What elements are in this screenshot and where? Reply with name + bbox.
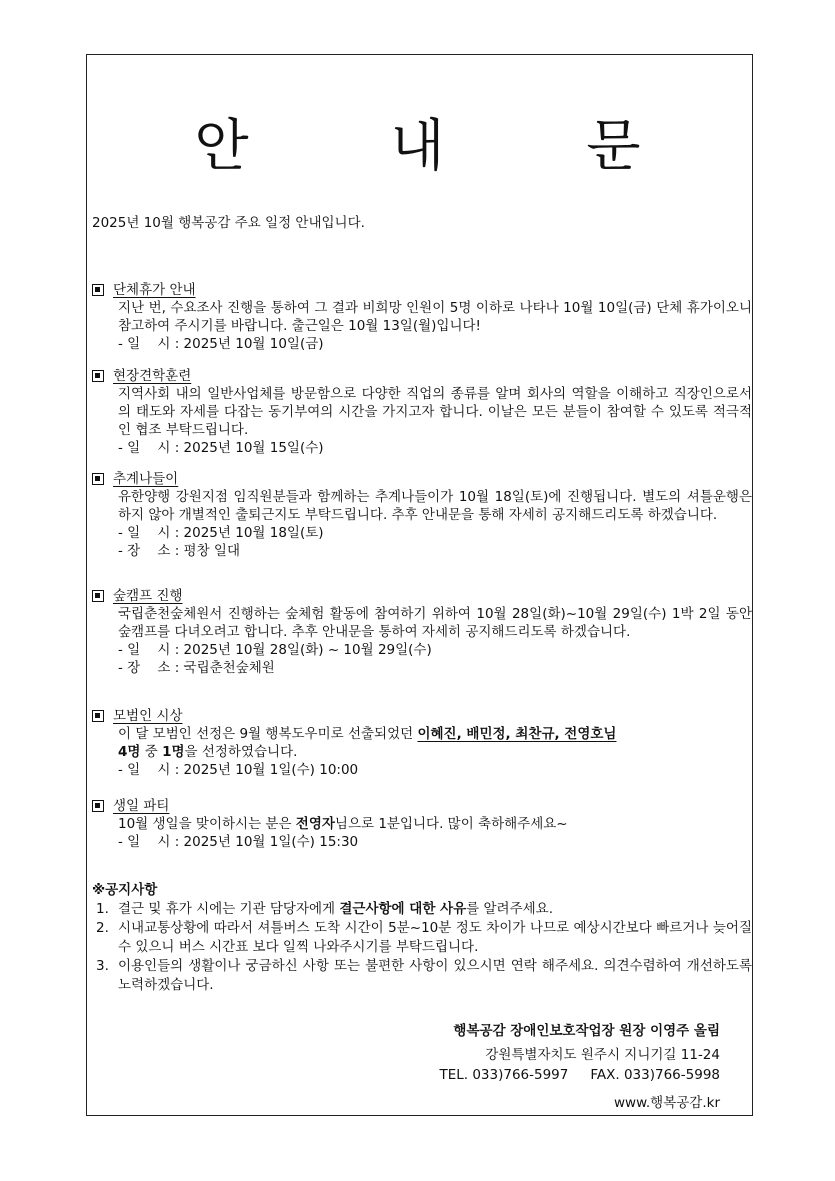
section-body: 지난 번, 수요조사 진행을 통하여 그 결과 비희망 인원이 5명 이하로 나타나 10월 10일(금) 단체 휴가이오니 참고하여 주시기를 바랍니다. 출근일은 10월 13일(월)입니다! xyxy=(118,300,752,334)
notice-item xyxy=(92,957,752,995)
body-text: 10월 생일을 맞이하시는 분은 xyxy=(118,816,296,832)
count-text: 4명 xyxy=(118,744,141,760)
notice-item xyxy=(92,900,752,919)
section-title: 생일 파티 xyxy=(113,797,170,814)
section-body: 지역사회 내의 일반사업체를 방문함으로 다양한 직업의 종류를 알며 회사의 역할을 이해하고 직장인으로서의 태도와 자세를 다잡는 동기부여의 시간을 가지고자 합니다. 이날은 모든 분들이 참여할 수 있도록 적극적인 협조 부탁드립니다. xyxy=(118,386,752,438)
section-detail-line: - 일 시 : 2025년 10월 1일(수) 15:30 xyxy=(118,834,359,850)
body-text: 중 xyxy=(140,744,163,760)
checkbox-icon xyxy=(92,370,104,382)
section-detail-line: - 일 시 : 2025년 10월 18일(토) xyxy=(118,525,324,541)
signature-org: 행복공감 장애인보호작업장 원장 이영주 올림 xyxy=(453,1023,720,1039)
notice-number: 3. xyxy=(96,958,109,974)
section-body: 유한양행 강원지점 임직원분들과 함께하는 추계나들이가 10월 18일(토)에 진행됩니다. 별도의 셔틀운행은 하지 않아 개별적인 출퇴근지도 부탁드립니다. 추후 안내문을 통해 자세히 공지해드리도록 하겠습니다. xyxy=(118,489,752,523)
section-group-vacation xyxy=(92,280,752,353)
notice-item xyxy=(92,919,752,957)
signature-contact xyxy=(439,1067,720,1083)
checkbox-icon xyxy=(92,284,104,296)
section-detail-line: - 일 시 : 2025년 10월 15일(수) xyxy=(118,440,324,456)
section-title: 추계나들이 xyxy=(113,470,179,487)
section-body: 국립춘천숲체원서 진행하는 숲체험 활동에 참여하기 위하여 10월 28일(화)~10월 29일(수) 1박 2일 동안 숲캠프를 다녀오려고 합니다. 추후 안내문을 통하여 자세히 공지해드리도록 하겠습니다. xyxy=(118,606,752,640)
section-detail-line: - 장 소 : 평창 일대 xyxy=(118,543,240,559)
section-detail-line: - 일 시 : 2025년 10월 10일(금) xyxy=(118,336,324,352)
tel-text: TEL. 033)766-5997 xyxy=(439,1067,569,1083)
body-text: 이 달 모범인 선정은 9월 행복도우미로 선출되었던 xyxy=(118,726,418,742)
page-title: 안 내 문 xyxy=(194,114,703,179)
section-body xyxy=(118,815,752,833)
checkbox-icon xyxy=(92,590,104,602)
section-detail-line: - 장 소 : 국립춘천숲체원 xyxy=(118,660,275,676)
section-detail-line: - 일 시 : 2025년 10월 1일(수) 10:00 xyxy=(118,762,359,778)
notice-number: 2. xyxy=(96,920,109,936)
awardee-names: 이혜진, 배민정, 최찬규, 전영호님 xyxy=(417,726,617,742)
section-title: 모범인 시상 xyxy=(113,707,183,724)
count-text: 1명 xyxy=(162,744,185,760)
section-birthday-party xyxy=(92,796,752,851)
fax-text: FAX. 033)766-5998 xyxy=(590,1067,720,1083)
section-title: 숲캠프 진행 xyxy=(113,587,183,604)
body-text: 을 선정하였습니다. xyxy=(184,744,298,760)
checkbox-icon xyxy=(92,800,104,812)
signature-address: 강원특별자치도 원주시 지니기길 11-24 xyxy=(485,1047,720,1063)
notice-text: 이용인들의 생활이나 궁금하신 사항 또는 불편한 사항이 있으시면 연락 해주세요. 의견수렴하여 개선하도록 노력하겠습니다. xyxy=(118,958,752,993)
notice-text: 결근 및 휴가 시에는 기관 담당자에게 결근사항에 대한 사유를 알려주세요. xyxy=(118,901,554,917)
section-field-trip xyxy=(92,366,752,457)
checkbox-icon xyxy=(92,473,104,485)
body-text: 님으로 1분입니다. 많이 축하해주세요~ xyxy=(334,816,568,832)
notice-number: 1. xyxy=(96,901,109,917)
website-link[interactable]: www.행복공감.kr xyxy=(614,1095,720,1111)
section-title: 단체휴가 안내 xyxy=(113,281,196,298)
section-detail-line: - 일 시 : 2025년 10월 28일(화) ~ 10월 29일(수) xyxy=(118,642,432,658)
notice-section xyxy=(92,881,752,995)
notice-title: ※공지사항 xyxy=(92,882,158,898)
section-autumn-outing xyxy=(92,469,752,560)
birthday-name: 전영자 xyxy=(295,816,335,832)
section-forest-camp xyxy=(92,586,752,677)
notice-text: 시내교통상황에 따라서 셔틀버스 도착 시간이 5분~10분 정도 차이가 나므로 예상시간보다 빠르거나 늦어질 수 있으니 버스 시간표 보다 일찍 나와주시기를 부탁드립니다. xyxy=(118,920,752,955)
section-model-award xyxy=(92,706,752,779)
section-body xyxy=(118,725,752,761)
intro-text: 2025년 10월 행복공감 주요 일정 안내입니다. xyxy=(92,215,365,231)
section-title: 현장견학훈련 xyxy=(113,367,192,384)
checkbox-icon xyxy=(92,710,104,722)
